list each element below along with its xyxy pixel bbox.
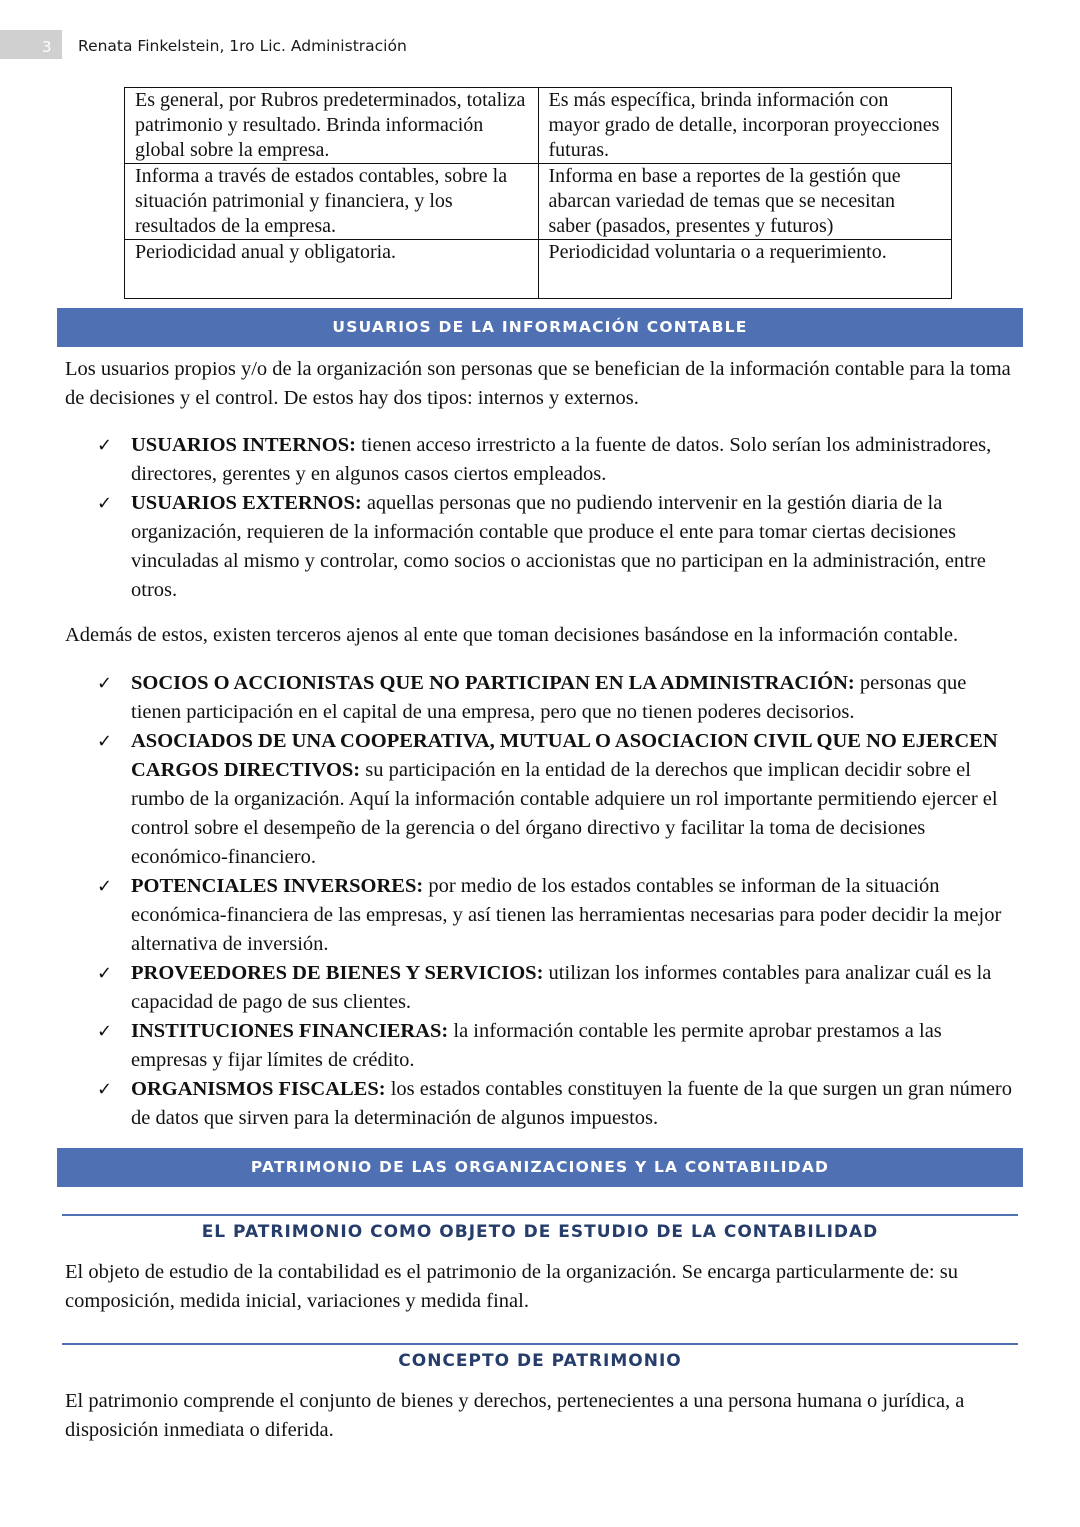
subheading-concepto: CONCEPTO DE PATRIMONIO (398, 1351, 682, 1371)
table-row (125, 164, 952, 240)
page-number-box (0, 30, 62, 59)
list-item-text: tienen acceso irrestricto a la fuente de datos. Solo serían los administradores, directores, gerentes y en algunos casos ciertos empleados. (131, 434, 992, 485)
list-item-term: PROVEEDORES DE BIENES Y SERVICIOS: (131, 962, 544, 984)
page-number: 3 (42, 38, 52, 56)
check-icon: ✓ (97, 963, 113, 984)
usuarios-intro: Los usuarios propios y/o de la organización son personas que se benefician de la información contable para la toma de decisiones y el control. De estos hay dos tipos: internos y externos. (65, 358, 1011, 409)
check-icon: ✓ (97, 1021, 113, 1042)
check-icon: ✓ (97, 493, 113, 514)
list-item-text: personas que tienen participación en el capital de una empresa, pero que no tienen poderes decisorios. (131, 672, 967, 723)
list-item-term: POTENCIALES INVERSORES: (131, 875, 424, 897)
header-author: Renata Finkelstein, 1ro Lic. Administración (78, 37, 407, 55)
list-item-term: USUARIOS INTERNOS: (131, 434, 356, 456)
check-icon: ✓ (97, 435, 113, 456)
subheading-rule (62, 1214, 1018, 1216)
list-item-text: utilizan los informes contables para analizar cuál es la capacidad de pago de sus clientes. (131, 962, 992, 1013)
table-cell: Informa a través de estados contables, sobre la situación patrimonial y financiera, y los resultados de la empresa. (125, 164, 539, 240)
check-icon: ✓ (97, 1079, 113, 1100)
concepto-text: El patrimonio comprende el conjunto de bienes y derechos, pertenecientes a una persona humana o jurídica, a disposición inmediata o diferida. (65, 1390, 965, 1441)
list-item (65, 669, 1020, 727)
table-cell: Periodicidad voluntaria o a requerimiento. (538, 240, 952, 299)
table-row (125, 240, 952, 299)
list-item-text: los estados contables constituyen la fuente de la que surgen un gran número de datos que sirven para la determinación de algunos impuestos. (131, 1078, 1013, 1129)
list-item (65, 872, 1020, 959)
list-item (65, 1017, 1020, 1075)
section-banner-usuarios: USUARIOS DE LA INFORMACIÓN CONTABLE (57, 308, 1023, 347)
check-icon: ✓ (97, 731, 113, 752)
table-cell: Es más específica, brinda información con mayor grado de detalle, incorporan proyecciones futuras. (538, 88, 952, 164)
terceros-intro: Además de estos, existen terceros ajenos al ente que toman decisiones basándose en la información contable. (65, 624, 959, 646)
table-cell: Informa en base a reportes de la gestión que abarcan variedad de temas que se necesitan saber (pasados, presentes y futuros) (538, 164, 952, 240)
check-icon: ✓ (97, 876, 113, 897)
subheading-rule (62, 1343, 1018, 1345)
list-item-text: por medio de los estados contables se informan de la situación económica-financiera de las empresas, y así tienen las herramientas necesarias para poder decidir la mejor alternativa de inversión. (131, 875, 1002, 955)
objeto-text: El objeto de estudio de la contabilidad es el patrimonio de la organización. Se encarga particularmente de: su composición, medida inicial, variaciones y medida final. (65, 1261, 958, 1312)
terceros-list (65, 669, 1020, 1133)
list-item-term: ORGANISMOS FISCALES: (131, 1078, 386, 1100)
usuarios-list (65, 431, 1020, 605)
list-item (65, 1075, 1020, 1133)
list-item-term: SOCIOS O ACCIONISTAS QUE NO PARTICIPAN EN LA ADMINISTRACIÓN: (131, 672, 855, 694)
list-item (65, 489, 1020, 605)
table-row (125, 88, 952, 164)
check-icon: ✓ (97, 673, 113, 694)
list-item (65, 727, 1020, 872)
list-item (65, 431, 1020, 489)
list-item (65, 959, 1020, 1017)
section-banner-patrimonio: PATRIMONIO DE LAS ORGANIZACIONES Y LA CONTABILIDAD (57, 1148, 1023, 1187)
list-item-term: USUARIOS EXTERNOS: (131, 492, 362, 514)
table-cell: Es general, por Rubros predeterminados, totaliza patrimonio y resultado. Brinda información global sobre la empresa. (125, 88, 539, 164)
list-item-text: su participación en la entidad de la derechos que implican decidir sobre el rumbo de la organización. Aquí la información contable adquiere un rol importante permitiendo ejercer el control sobre el desempeño de la gerencia o del órgano directivo y facilitar la toma de decisiones económico-financiero. (131, 759, 998, 868)
subheading-objeto: EL PATRIMONIO COMO OBJETO DE ESTUDIO DE LA CONTABILIDAD (201, 1222, 879, 1242)
list-item-term: INSTITUCIONES FINANCIERAS: (131, 1020, 449, 1042)
comparison-table (124, 87, 952, 299)
list-item-text: aquellas personas que no pudiendo intervenir en la gestión diaria de la organización, requieren de la información contable que produce el ente para tomar ciertas decisiones vinculadas al mismo y controlar, como socios o accionistas que no participan en la administración, entre otros. (131, 492, 986, 601)
list-item-text: la información contable les permite aprobar prestamos a las empresas y fijar límites de crédito. (131, 1020, 942, 1071)
table-cell: Periodicidad anual y obligatoria. (125, 240, 539, 299)
list-item-term: ASOCIADOS DE UNA COOPERATIVA, MUTUAL O ASOCIACION CIVIL QUE NO EJERCEN CARGOS DIRECTIVOS: (131, 730, 998, 781)
